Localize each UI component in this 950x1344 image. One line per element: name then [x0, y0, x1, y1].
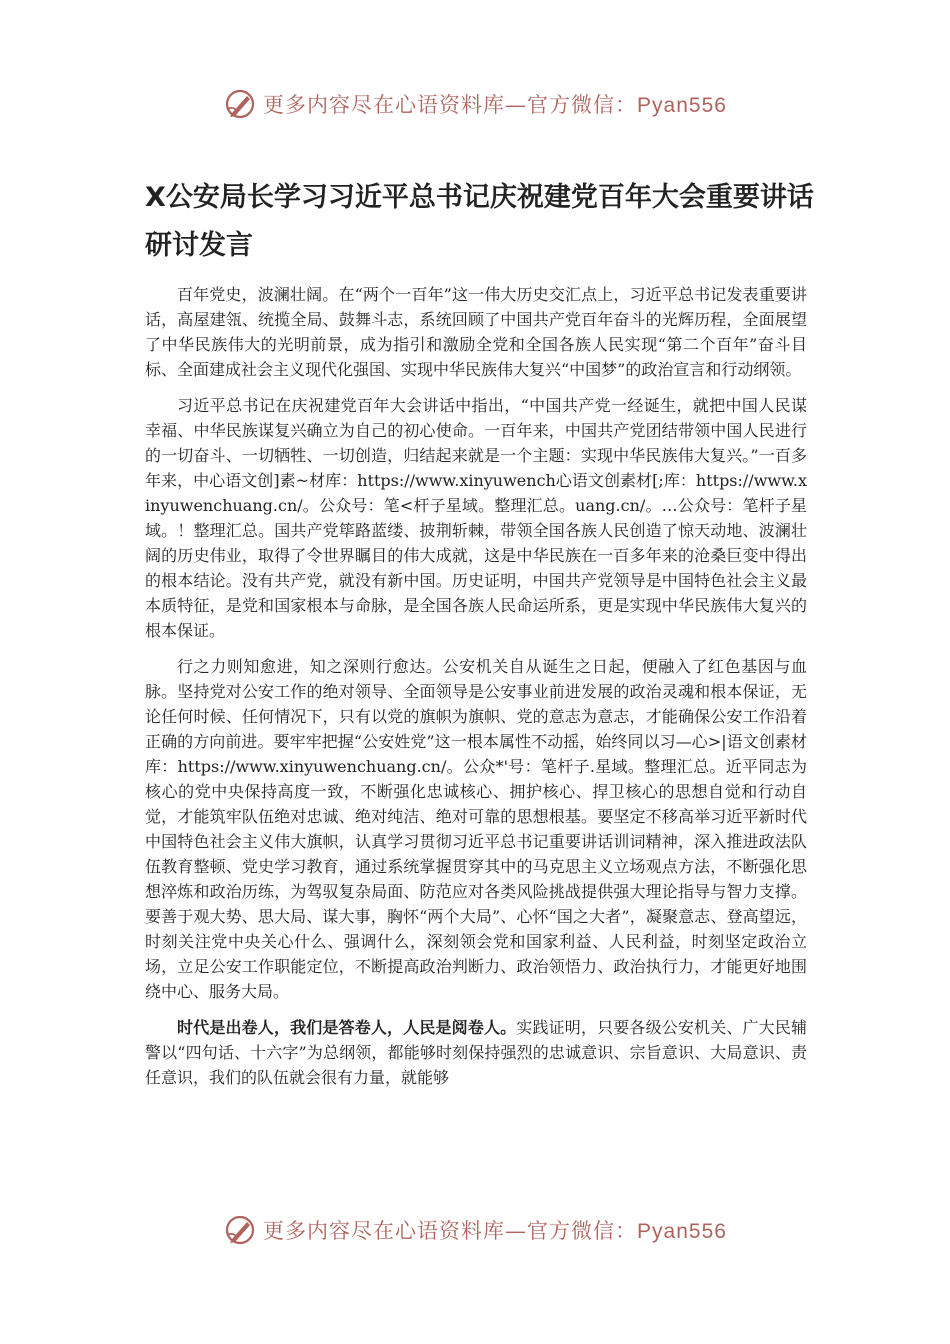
- paragraph-2: [145, 393, 807, 643]
- paragraph-text: 百年党史，波澜壮阔。在“两个一百年”这一伟大历史交汇点上，习近平总书记发表重要讲话，高屋建瓴、统揽全局、鼓舞斗志，系统回顾了中国共产党百年奋斗的光辉历程，全面展望了中华民族伟大的光明前景，成为指引和激励全党和全国各族人民实现“第二个百年”奋斗目标、全面建成社会主义现代化强国、实现中华民族伟大复兴“中国梦”的政治宣言和行动纲领。: [145, 285, 807, 379]
- banner-text: [263, 89, 727, 119]
- paragraph-lead: 时代是出卷人，我们是答卷人，人民是阅卷人。: [177, 1018, 517, 1037]
- paragraph-text: 行之力则知愈进，知之深则行愈达。公安机关自从诞生之日起，便融入了红色基因与血脉。坚持党对公安工作的绝对领导、全面领导是公安事业前进发展的政治灵魂和根本保证，无论任何时候、任何情况下，只有以党的旗帜为旗帜、党的意志为意志，才能确保公安工作沿着正确的方向前进。要牢牢把握“公安姓党”这一根本属性不动摇，始终同以习—心>|语文创素材库：https://www.xinyuwenchuang.cn/。公众*'号：笔杆子.星域。整理汇总。近平同志为核心的党中央保持高度一致，不断强化忠诚核心、拥护核心、捍卫核心的思想自觉和行动自觉，才能筑牢队伍绝对忠诚、绝对纯洁、绝对可靠的思想根基。要坚定不移高举习近平新时代中国特色社会主义伟大旗帜，认真学习贯彻习近平总书记重要讲话训词精神，深入推进政法队伍教育整顿、党史学习教育，通过系统掌握贯穿其中的马克思主义立场观点方法，不断强化思想淬炼和政治历练，为驾驭复杂局面、防范应对各类风险挑战提供强大理论指导与智力支撑。要善于观大势、思大局、谋大事，胸怀“两个大局”、心怀“国之大者”，凝聚意志、登高望远，时刻关注党中央关心什么、强调什么，深刻领会党和国家利益、人民利益，时刻坚定政治立场，立足公安工作职能定位，不断提高政治判断力、政治领悟力、政治执行力，才能更好地围绕中心、服务大局。: [145, 657, 807, 1001]
- banner-wechat-id: Pyan556: [637, 94, 727, 117]
- paragraph-text: 实践证明，只要各级公安机关、广大民辅警以“四句话、十六字”为总纲领，都能够时刻保持强烈的忠诚意识、宗旨意识、大局意识、责任意识，我们的队伍就会很有力量，就能够: [145, 1018, 807, 1087]
- footer-banner: [0, 1208, 950, 1252]
- banner-text-cn: 更多内容尽在心语资料库—官方微信：: [263, 1219, 638, 1243]
- pen-circle-logo-icon: [223, 1213, 257, 1247]
- paragraph-3: [145, 654, 807, 1004]
- banner-text-cn: 更多内容尽在心语资料库—官方微信：: [263, 93, 638, 117]
- paragraph-1: [145, 282, 807, 382]
- banner-wechat-id: Pyan556: [637, 1220, 727, 1243]
- banner-text: [263, 1215, 727, 1245]
- pen-circle-logo-icon: [223, 87, 257, 121]
- paragraph-text: 习近平总书记在庆祝建党百年大会讲话中指出，“中国共产党一经诞生，就把中国人民谋幸福、中华民族谋复兴确立为自己的初心使命。一百年来，中国共产党团结带领中国人民进行的一切奋斗、一切牺牲、一切创造，归结起来就是一个主题：实现中华民族伟大复兴。”一百多年来，中心语文创]素~材库：https://www.xinyuwench心语文创素材[;库：https://www.xinyuwenchuang.cn/。公众号：笔<杆子星域。整理汇总。uang.cn/。…公众号：笔杆子星域。！整理汇总。国共产党筚路蓝缕、披荆斩棘，带领全国各族人民创造了惊天动地、波澜壮阔的历史伟业，取得了令世界瞩目的伟大成就，这是中华民族在一百多年来的沧桑巨变中得出的根本结论。没有共产党，就没有新中国。历史证明，中国共产党领导是中国特色社会主义最本质特征，是党和国家根本与命脉，是全国各族人民命运所系，更是实现中华民族伟大复兴的根本保证。: [145, 396, 807, 640]
- header-banner: [0, 82, 950, 126]
- document-title: X公安局长学习习近平总书记庆祝建党百年大会重要讲话研讨发言: [145, 182, 814, 261]
- paragraph-4: [145, 1015, 807, 1090]
- document-body: [145, 282, 807, 1101]
